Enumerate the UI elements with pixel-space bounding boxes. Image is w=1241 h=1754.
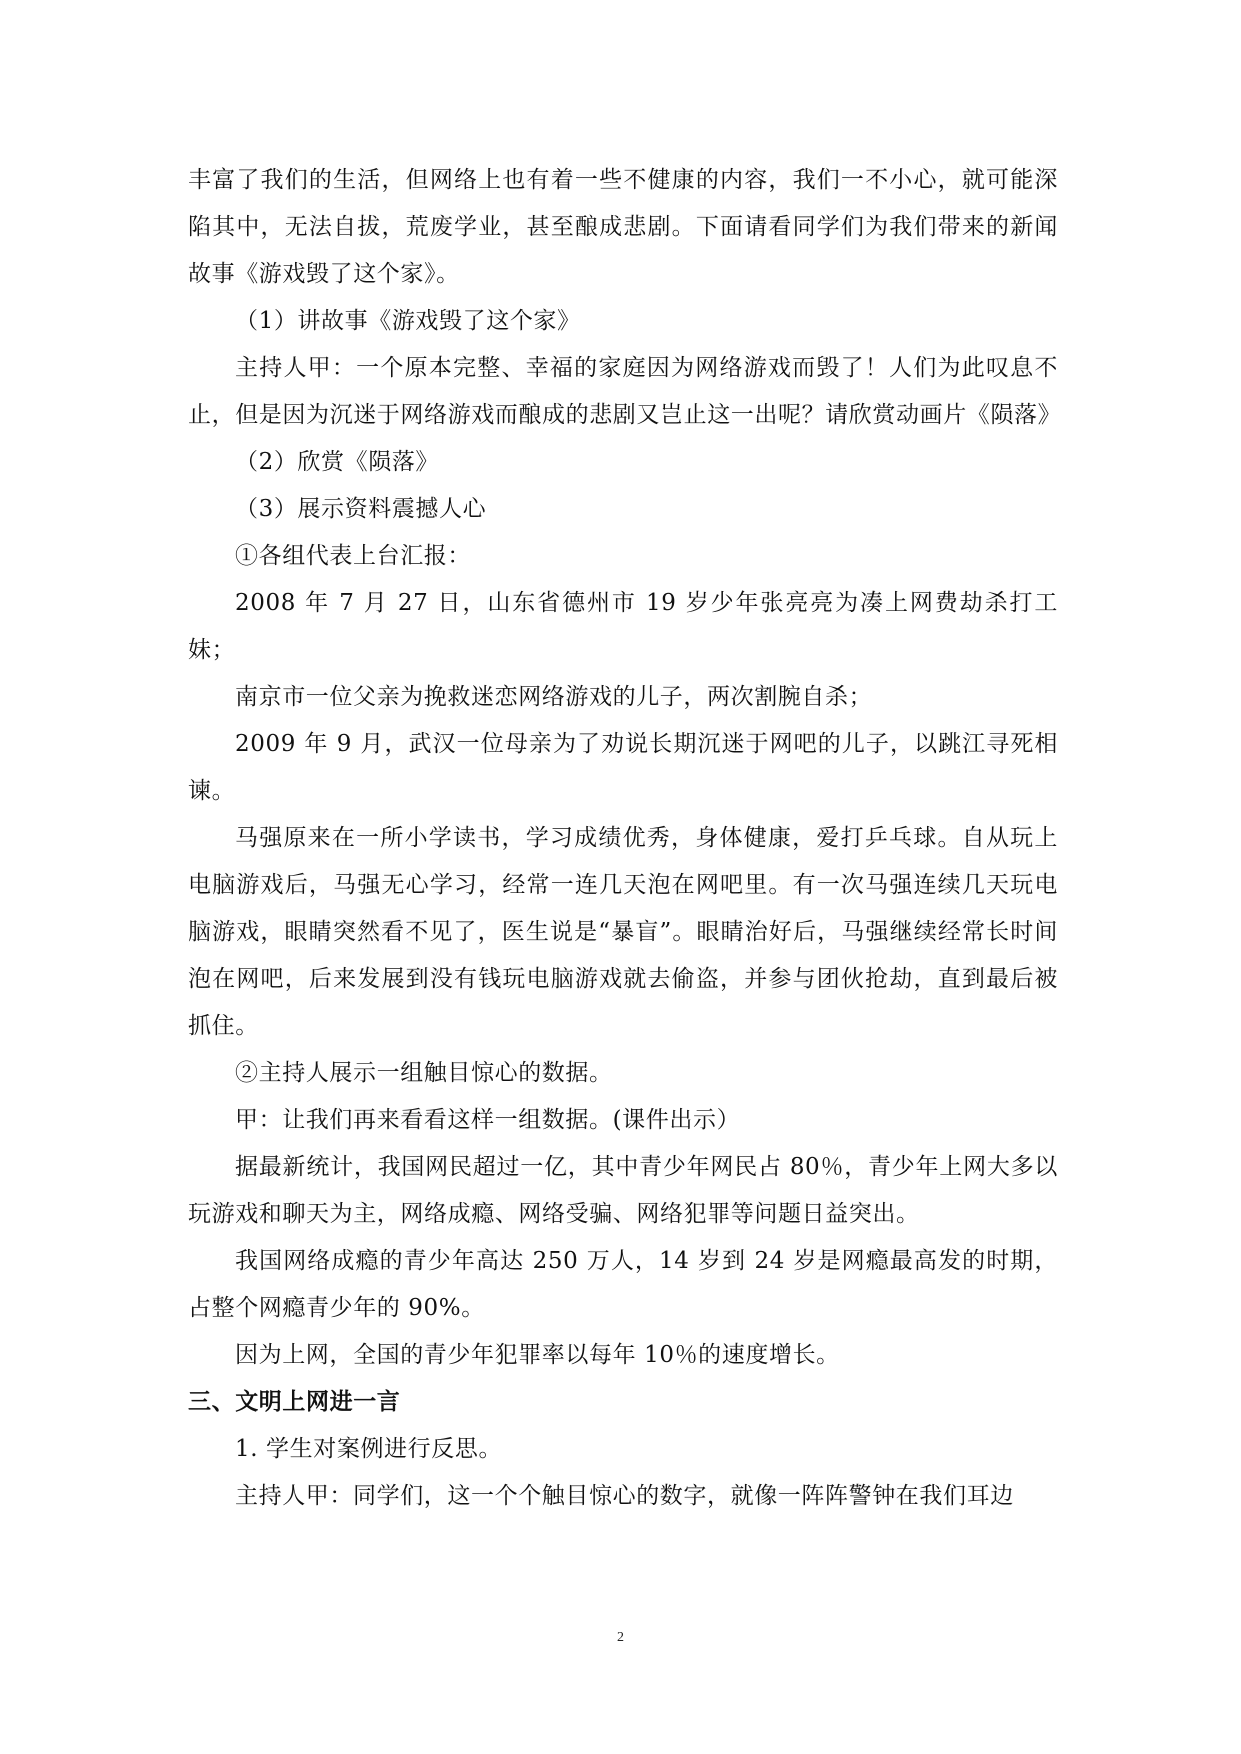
paragraph-host-closing: 主持人甲：同学们，这一个个触目惊心的数字，就像一阵阵警钟在我们耳边 — [235, 1483, 1014, 1509]
paragraph-story-item: （1）讲故事《游戏毁了这个家》 — [235, 308, 581, 334]
section-heading: 三、文明上网进一言 — [188, 1389, 401, 1415]
paragraph-stat-crime: 因为上网，全国的青少年犯罪率以每年 10％的速度增长。 — [235, 1342, 840, 1368]
paragraph-case-wuhan: 2009 年 9 月，武汉一位母亲为了劝说长期沉迷于网吧的儿子，以跳江寻死相谏。 — [188, 731, 1058, 804]
paragraph-reflection-item: 1. 学生对案例进行反思。 — [235, 1436, 503, 1462]
paragraph-case-maqiang: 马强原来在一所小学读书，学习成绩优秀，身体健康，爱打乒乓球。自从玩上电脑游戏后，马强无心学习，经常一连几天泡在网吧里。有一次马强连续几天玩电脑游戏，眼睛突然看不见了，医生说是“暴盲”。眼睛治好后，马强继续经常长时间泡在网吧，后来发展到没有钱玩电脑游戏就去偷盗，并参与团伙抢劫，直到最后被抓住。 — [188, 825, 1058, 1039]
paragraph-intro: 丰富了我们的生活，但网络上也有着一些不健康的内容，我们一不小心，就可能深陷其中，无法自拔，荒废学业，甚至酿成悲剧。下面请看同学们为我们带来的新闻故事《游戏毁了这个家》。 — [188, 167, 1058, 287]
paragraph-stat-addiction: 我国网络成瘾的青少年高达 250 万人，14 岁到 24 岁是网瘾最高发的时期，占整个网瘾青少年的 90%。 — [188, 1248, 1058, 1321]
paragraph-case-nanjing: 南京市一位父亲为挽救迷恋网络游戏的儿子，两次割腕自杀； — [235, 684, 873, 710]
paragraph-stat-netizens: 据最新统计，我国网民超过一亿，其中青少年网民占 80％，青少年上网大多以玩游戏和聊天为主，网络成瘾、网络受骗、网络犯罪等问题日益突出。 — [188, 1154, 1058, 1227]
paragraph-host-data: 甲：让我们再来看看这样一组数据。(课件出示） — [235, 1107, 741, 1133]
paragraph-host-a: 主持人甲：一个原本完整、幸福的家庭因为网络游戏而毁了！人们为此叹息不止，但是因为沉迷于网络游戏而酿成的悲剧又岂止这一出呢？请欣赏动画片《陨落》 — [188, 355, 1062, 428]
paragraph-case-dezhou: 2008 年 7 月 27 日，山东省德州市 19 岁少年张亮亮为凑上网费劫杀打工妹； — [188, 590, 1058, 663]
document-body — [188, 157, 1062, 1520]
page-number: 2 — [617, 1630, 624, 1645]
paragraph-data-intro: ②主持人展示一组触目惊心的数据。 — [235, 1060, 613, 1086]
paragraph-materials-item: （3）展示资料震撼人心 — [235, 496, 487, 522]
paragraph-watch-item: （2）欣赏《陨落》 — [235, 449, 440, 475]
paragraph-group-report: ①各组代表上台汇报： — [235, 543, 471, 569]
